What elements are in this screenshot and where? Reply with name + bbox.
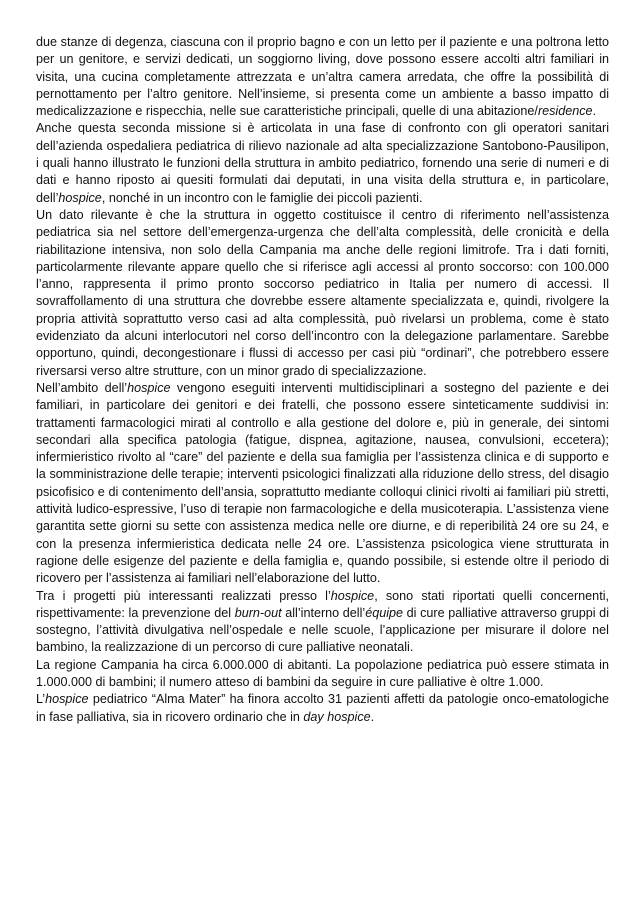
text-run: , sono stati riportati quelli concernenti, rispettivamente: la prevenzione del	[36, 588, 609, 620]
italic-text-run: hospice	[330, 588, 375, 603]
text-run: , nonché in un incontro con le famiglie dei piccoli pazienti.	[101, 190, 423, 205]
paragraph	[36, 588, 609, 657]
text-run: Tra i progetti più interessanti realizzati presso l’	[36, 588, 331, 603]
paragraph	[36, 691, 609, 726]
italic-text-run: burn-out	[234, 605, 282, 620]
italic-text-run: hospice	[58, 190, 102, 205]
text-run: L’	[36, 692, 46, 707]
text-run: vengono eseguiti interventi multidisciplinari a sostegno del paziente e dei familiari, in particolare dei genitori e dei fratelli, che possono essere sinteticamente suddivisi in: trattamenti farmacologici mirati al controllo e alla gestione del dolore e, più in generale, dei sintomi secondari alla specifica patologia (fatigue, dispnea, agitazione, nausea, convulsioni, eccetera); infermieristico rivolto al “care” del paziente e della sua famiglia per l’assistenza clinica e di supporto e la somministrazione delle terapie; interventi psicologici finalizzati alla riduzione dello stress, del disagio psicofisico e di contenimento dell’ansia, soprattutto mediante colloqui clinici rivolti ai familiari più stretti, attività ludico-espressive, l’uso di terapie non farmacologiche e della musicoterapia. L’assistenza viene garantita sette giorni su sette con assistenza medica nelle ore diurne, e di reperibilità 24 ore su 24, e con la presenza infermieristica dedicata nelle 24 ore. L’assistenza psicologica viene strutturata in ragione delle esigenze del paziente e della famiglia e, quando possibile, si estende oltre il periodo di ricovero per l’assistenza ai familiari nell’elaborazione del lutto.	[36, 380, 609, 586]
text-run: Anche questa seconda missione si è articolata in una fase di confronto con gli operatori sanitari dell’azienda ospedaliera pediatrica di rilievo nazionale ad alta specializzazione Santobono-Pausilipon, i quali hanno illustrato le funzioni della struttura in ambito pediatrico, fornendo una serie di numeri e di dati e hanno riposto ai quesiti formulati dai deputati, in una visita della struttura e, in particolare, dell’	[36, 121, 609, 205]
text-run: Nell’ambito dell’	[36, 380, 128, 395]
text-run: pediatrico “Alma Mater” ha finora accolto 31 pazienti affetti da patologie onco-ematologiche in fase palliativa, sia in ricovero ordinario che in	[36, 692, 609, 724]
text-run: .	[370, 709, 375, 724]
italic-text-run: hospice	[127, 380, 171, 395]
document-body	[36, 34, 609, 726]
text-run: Un dato rilevante è che la struttura in oggetto costituisce il centro di riferimento nell’assistenza pediatrica sia nel settore dell’emergenza-urgenza che dell’alta complessità, delle cronicità e della riabilitazione intensiva, non solo della Campania ma anche delle regioni limitrofe. Tra i dati forniti, particolarmente rilevante appare quello che si riferisce agli accessi al pronto soccorso: con 100.000 l’anno, rappresenta il primo pronto soccorso pediatrico in Italia per numero di accessi. Il sovraffollamento di una struttura che dovrebbe essere altamente specializzata e, quindi, rivolgere la propria attività soprattutto verso casi ad alta complessità, può rivelarsi un problema, come è stato evidenziato da alcuni interlocutori nel corso dell’incontro con la delegazione parlamentare. Sarebbe opportuno, quindi, decongestionare i flussi di accesso per casi più “ordinari”, che potrebbero essere riversarsi verso altre strutture, con un minor grado di specializzazione.	[36, 207, 609, 378]
italic-text-run: residence	[537, 104, 593, 119]
text-run: La regione Campania ha circa 6.000.000 di abitanti. La popolazione pediatrica può essere stimata in 1.000.000 di bambini; il numero atteso di bambini da seguire in cure palliative è oltre 1.000.	[36, 657, 609, 689]
paragraph	[36, 34, 609, 120]
italic-text-run: hospice	[45, 692, 89, 707]
italic-text-run: équipe	[365, 605, 404, 620]
text-run: di cure palliative attraverso gruppi di sostegno, l’attività divulgativa nell’ospedale e nelle scuole, l’applicazione per misurare il dolore nel bambino, la realizzazione di un percorso di cure palliative neonatali.	[36, 605, 609, 655]
text-run: .	[592, 104, 597, 119]
paragraph	[36, 207, 609, 380]
paragraph	[36, 657, 609, 692]
paragraph	[36, 380, 609, 588]
text-run: all’interno dell’	[281, 605, 366, 620]
paragraph	[36, 120, 609, 206]
text-run: due stanze di degenza, ciascuna con il proprio bagno e con un letto per il paziente e una poltrona letto per un genitore, e servizi dedicati, un soggiorno living, dove possono essere accolti altri familiari in visita, una cucina completamente attrezzata e un’altra camera arredata, che offre la possibilità di pernottamento per l’altro genitore. Nell’insieme, si presenta come un ambiente a basso impatto di medicalizzazione e rispecchia, nelle sue caratteristiche principali, quelle di una abitazione/	[36, 35, 609, 119]
italic-text-run: day hospice	[303, 709, 371, 724]
